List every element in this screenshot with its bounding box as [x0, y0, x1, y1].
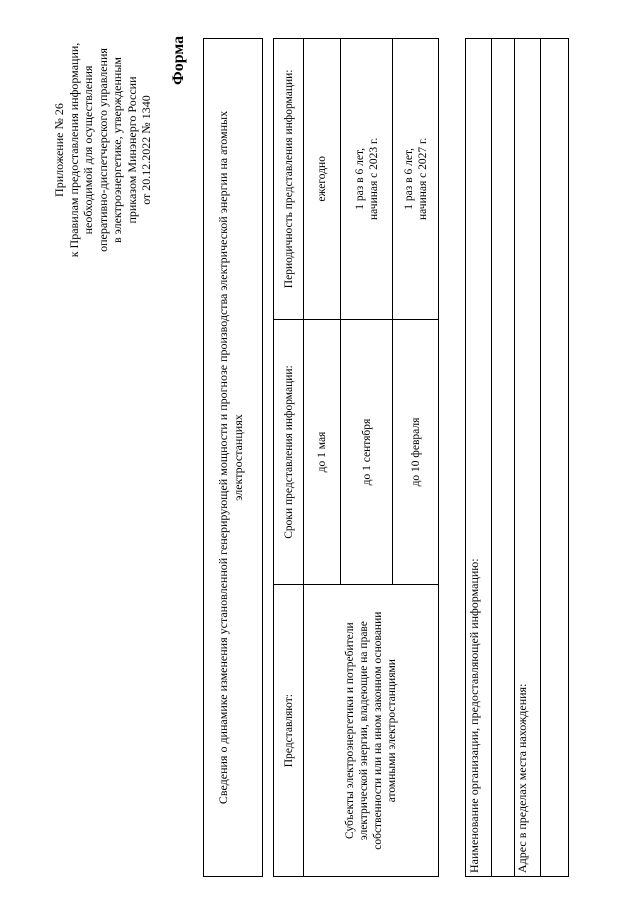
organization-table	[465, 38, 569, 877]
document-title	[203, 38, 263, 877]
header-periodicity: Периодичность представления информации:	[274, 39, 304, 320]
periodicity-line: ежегодно	[316, 156, 328, 202]
periodicity-line: 1 раз в 6 лет,	[402, 147, 415, 210]
form-label: Форма	[170, 35, 187, 85]
org-address-label: Адрес в пределах места нахождения:	[515, 683, 529, 873]
approval-line: в электроэнергетике, утвержденным	[110, 56, 124, 244]
title-line: электростанциях	[231, 414, 245, 501]
periodicity-cell	[341, 39, 393, 320]
header-submitters: Представляют:	[274, 585, 304, 877]
approval-line: оперативно-диспетчерского управления	[95, 48, 110, 252]
periodicity-line: начиная с 2023 г.	[367, 137, 380, 220]
periodicity-cell	[393, 39, 439, 320]
submitters-cell	[304, 585, 439, 877]
title-line: Сведения о динамике изменения установленной генерирующей мощности и прогнозе производства электрической энергии на атомных	[216, 110, 230, 805]
approval-line: приказом Минэнерго России	[124, 76, 139, 224]
approval-line: к Правилам предоставления информации,	[66, 42, 81, 258]
approval-line: необходимой для осуществления	[81, 65, 95, 235]
periodicity-line: начиная с 2027 г.	[416, 137, 429, 220]
approval-line: от 20.12.2022 № 1340	[139, 95, 153, 205]
approval-line: Приложение № 26	[52, 103, 66, 197]
periodicity-cell	[304, 39, 341, 320]
table-header-row	[274, 39, 304, 877]
header-deadline: Сроки представления информации:	[274, 319, 304, 585]
table-row	[304, 39, 341, 877]
periodicity-line: 1 раз в 6 лет,	[353, 147, 366, 210]
org-name-label: Наименование организации, предоставляющей информацию:	[467, 558, 481, 873]
submitters-line: Субъекты электроэнергетики и потребители	[344, 622, 356, 840]
deadline-cell: до 10 февраля	[393, 319, 439, 585]
deadline-cell: до 1 мая	[304, 319, 341, 585]
submitters-line: электрической энергии, владеющие на праве	[358, 621, 370, 841]
submitters-line: собственности или на ином законном основании	[372, 611, 384, 850]
deadline-cell: до 1 сентября	[341, 319, 393, 585]
submitters-line: атомными электростанциями	[386, 659, 398, 803]
approval-block	[52, 10, 154, 290]
divider	[540, 39, 541, 876]
divider	[491, 39, 492, 876]
submission-table	[273, 38, 439, 877]
